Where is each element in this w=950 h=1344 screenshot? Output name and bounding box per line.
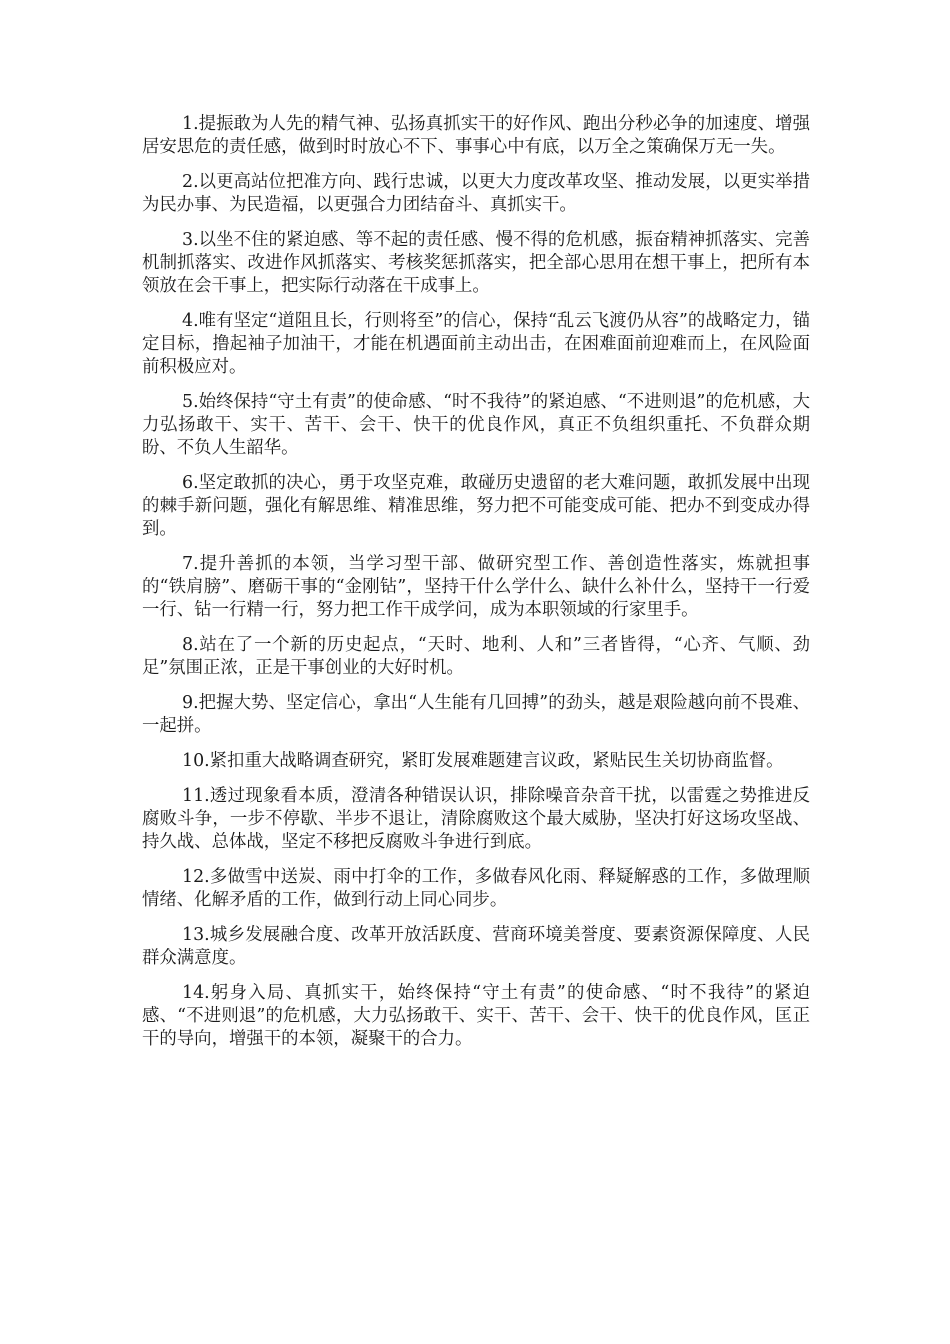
paragraph-7: 7.提升善抓的本领，当学习型干部、做研究型工作、善创造性落实，炼就担事的“铁肩膀”、磨砺干事的“金刚钻”，坚持干什么学什么、缺什么补什么，坚持干一行爱一行、钻一行精一行，努力把工作干成学问，成为本职领域的行家里手。 [142,554,810,620]
paragraph-11: 11.透过现象看本质，澄清各种错误认识，排除噪音杂音干扰，以雷霆之势推进反腐败斗争，一步不停歇、半步不退让，清除腐败这个最大威胁，坚决打好这场攻坚战、持久战、总体战，坚定不移把反腐败斗争进行到底。 [142,786,810,852]
paragraph-3: 3.以坐不住的紧迫感、等不起的责任感、慢不得的危机感，振奋精神抓落实、完善机制抓落实、改进作风抓落实、考核奖惩抓落实，把全部心思用在想干事上，把所有本领放在会干事上，把实际行动落在干成事上。 [142,230,810,296]
paragraph-5: 5.始终保持“守土有责”的使命感、“时不我待”的紧迫感、“不进则退”的危机感，大力弘扬敢干、实干、苦干、会干、快干的优良作风，真正不负组织重托、不负群众期盼、不负人生韶华。 [142,392,810,458]
paragraph-14: 14.躬身入局、真抓实干，始终保持“守土有责”的使命感、“时不我待”的紧迫感、“不进则退”的危机感，大力弘扬敢干、实干、苦干、会干、快干的优良作风，匡正干的导向，增强干的本领，凝聚干的合力。 [142,983,810,1049]
document-body [142,113,810,1063]
paragraph-2: 2.以更高站位把准方向、践行忠诚，以更大力度改革攻坚、推动发展，以更实举措为民办事、为民造福，以更强合力团结奋斗、真抓实干。 [142,172,810,215]
paragraph-13: 13.城乡发展融合度、改革开放活跃度、营商环境美誉度、要素资源保障度、人民群众满意度。 [142,925,810,968]
paragraph-9: 9.把握大势、坚定信心，拿出“人生能有几回搏”的劲头，越是艰险越向前不畏难、一起拼。 [142,693,810,736]
paragraph-12: 12.多做雪中送炭、雨中打伞的工作，多做春风化雨、释疑解惑的工作，多做理顺情绪、化解矛盾的工作，做到行动上同心同步。 [142,867,810,910]
paragraph-1: 1.提振敢为人先的精气神、弘扬真抓实干的好作风、跑出分秒必争的加速度、增强居安思危的责任感，做到时时放心不下、事事心中有底，以万全之策确保万无一失。 [142,114,810,157]
paragraph-8: 8.站在了一个新的历史起点，“天时、地利、人和”三者皆得，“心齐、气顺、劲足”氛围正浓，正是干事创业的大好时机。 [142,635,810,678]
paragraph-6: 6.坚定敢抓的决心，勇于攻坚克难，敢碰历史遗留的老大难问题，敢抓发展中出现的棘手新问题，强化有解思维、精准思维，努力把不可能变成可能、把办不到变成办得到。 [142,473,810,539]
paragraph-10: 10.紧扣重大战略调查研究，紧盯发展难题建言议政，紧贴民生关切协商监督。 [182,751,784,771]
paragraph-4: 4.唯有坚定“道阻且长，行则将至”的信心，保持“乱云飞渡仍从容”的战略定力，锚定目标，撸起袖子加油干，才能在机遇面前主动出击，在困难面前迎难而上，在风险面前积极应对。 [142,311,810,377]
